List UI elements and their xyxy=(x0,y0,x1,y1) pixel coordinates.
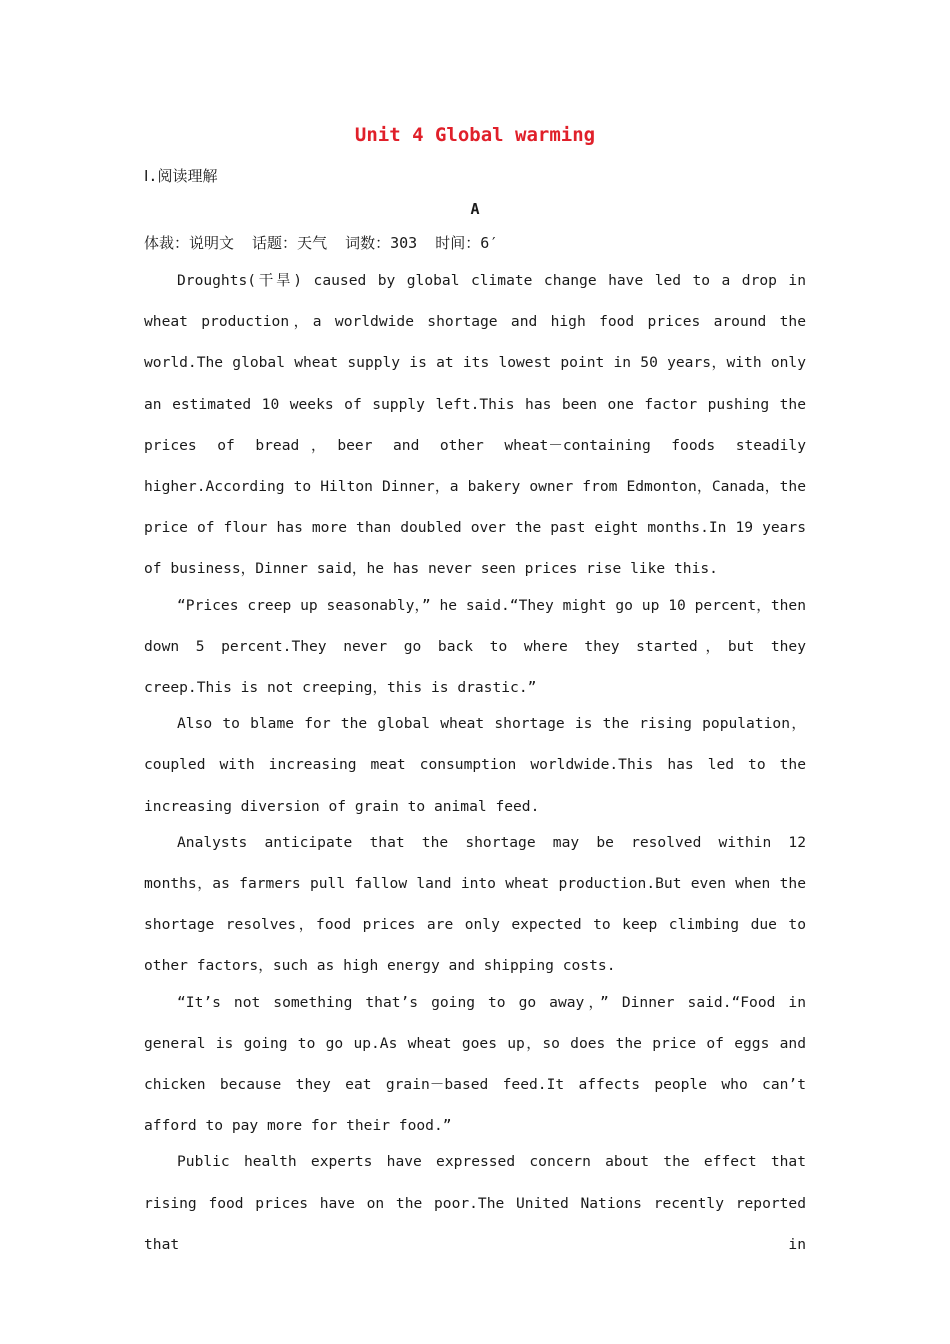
paragraph-3: Also to blame for the global wheat shortage is the rising population，coupled with increasing meat consumption worldwide.This has led to the increasing diversion of grain to animal feed. xyxy=(144,715,806,815)
paragraph-4: Analysts anticipate that the shortage may be resolved within 12 months，as farmers pull fallow land into wheat production.But even when the shortage resolves，food prices are only expected to keep climbing due to other factors，such as high energy and shipping costs. xyxy=(144,833,806,975)
section-label: Ⅰ.阅读理解 xyxy=(144,167,218,185)
paragraph-1: Droughts(干旱) caused by global climate change have led to a drop in wheat production，a worldwide shortage and high food prices around the world.The global wheat supply is at its lowest point in 50 years，with only an estimated 10 weeks of supply left.This has been one factor pushing the prices of bread，beer and other wheat－containing foods steadily higher.According to Hilton Dinner，a bakery owner from Edmonton，Canada，the price of flour has more than doubled over the past eight months.In 19 years of business，Dinner said，he has never seen prices rise like this. xyxy=(144,272,806,578)
paragraph-6: Public health experts have expressed concern about the effect that rising food prices have on the poor.The United Nations recently reported that in xyxy=(144,1153,806,1253)
passage-meta: 体裁：说明文 话题：天气 词数：303 时间：6′ xyxy=(144,234,499,252)
paragraph-5: “It’s not something that’s going to go away，” Dinner said.“Food in general is going to go up.As wheat goes up，so does the price of eggs and chicken because they eat grain－based feed.It affects people who can’t afford to pay more for their food.” xyxy=(144,993,806,1135)
paragraph-2: “Prices creep up seasonably，” he said.“They might go up 10 percent，then down 5 percent.They never go back to where they started，but they creep.This is not creeping，this is drastic.” xyxy=(144,596,806,697)
document-page xyxy=(144,118,806,1260)
passage-label: A xyxy=(470,200,480,218)
unit-title: Unit 4 Global warming xyxy=(354,124,596,146)
